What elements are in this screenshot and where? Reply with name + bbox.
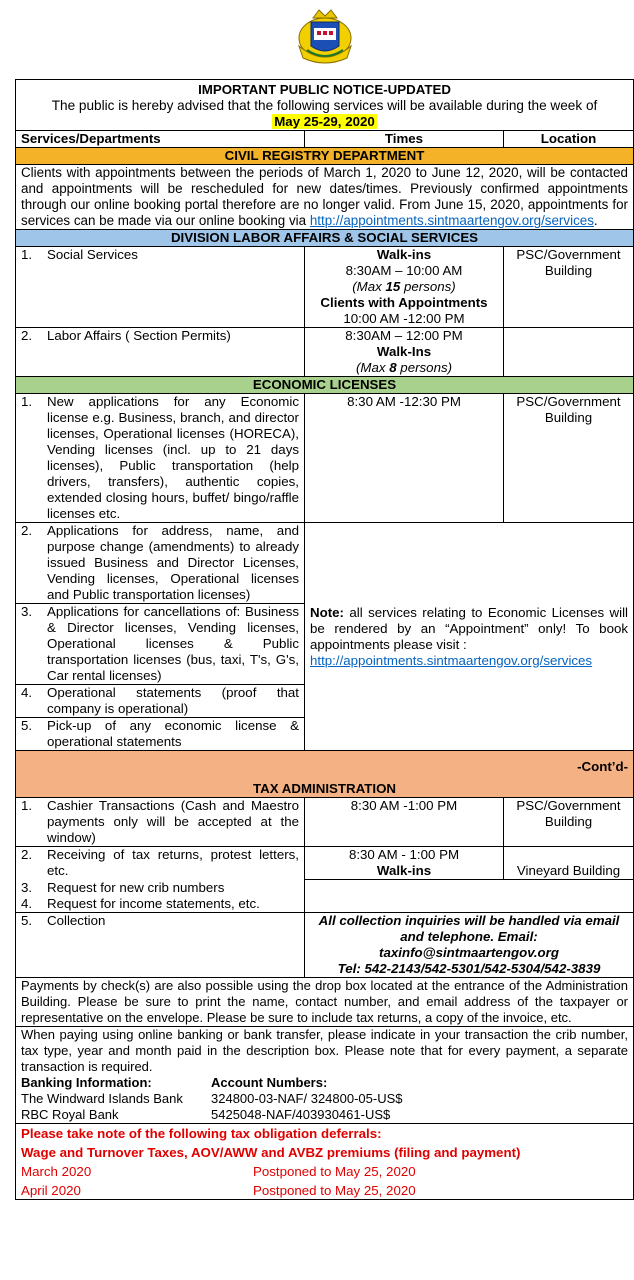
deferral-row [21,1183,628,1199]
max-count: 15 [385,279,401,294]
service-name: Labor Affairs ( Section Permits) [47,328,231,343]
civil-registry-text [16,165,634,230]
list-number: 4. [21,685,33,700]
online-banking-text: When paying using online banking or bank transfer, please indicate in your transaction the crib number, tax type, year and month paid in the description box. Please note that for every payment, a separate transaction is required. [21,1026,629,1074]
col-times: Times [305,131,504,148]
location: PSC/Government Building [504,394,634,523]
collection-text: All collection inquiries will be handled via email and telephone. Email: [318,912,620,944]
location: PSC/Government Building [504,798,634,847]
deferral-month: March 2020 [21,1163,92,1179]
list-number: 3. [21,604,33,619]
service-name: Request for income statements, etc. [47,895,260,911]
labor-row-2 [16,328,634,377]
service-name: Collection [47,912,106,928]
economic-row-2 [16,523,634,604]
civil-registry-heading: CIVIL REGISTRY DEPARTMENT [16,148,634,165]
list-number: 4. [21,895,33,911]
service-name: Cashier Transactions (Cash and Maestro payments only will be accepted at the window) [47,798,299,845]
deferral-status: Postponed to May 25, 2020 [253,1163,416,1179]
list-number: 1. [21,247,33,262]
column-header-row [16,131,634,148]
deferrals-block [16,1123,634,1199]
location: Vineyard Building [504,847,634,880]
economic-row-1 [16,394,634,523]
list-number: 1. [21,798,33,813]
deferrals-subheading: Wage and Turnover Taxes, AOV/AWW and AVBZ premiums (filing and payment) [21,1144,521,1160]
time-range: 8:30 AM -12:30 PM [305,394,504,523]
tax-row-5 [16,912,634,977]
civil-text: Clients with appointments between the periods of March 1, 2020 to June 12, 2020, will be contacted and appointments will be rescheduled for new dates/times. Previously confirmed appointments through our online booking portal therefore are no longer valid. From June 15, 2020, appointments for services can be made via our online booking via [21,165,629,228]
max-count: 8 [389,360,397,375]
tax-email: taxinfo@sintmaartengov.org [379,944,559,960]
deferral-row [21,1164,628,1180]
max-suffix: persons) [396,360,453,375]
civil-period: . [593,213,598,228]
time-range: 8:30 AM -1:00 PM [305,798,504,847]
economic-heading: ECONOMIC LICENSES [16,377,634,394]
list-number: 2. [21,847,33,862]
appointments-label: Clients with Appointments [320,295,488,310]
bank-row [21,1107,628,1123]
time-range: 8:30 AM - 1:00 PM [348,847,460,862]
time-range: 8:30AM – 12:00 PM [345,328,463,343]
banking-block [16,1026,634,1123]
list-number: 2. [21,328,33,343]
labor-heading: DIVISION LABOR AFFAIRS & SOCIAL SERVICES [16,230,634,247]
service-name: Applications for address, name, and purpose change (amendments) to already issued Business and Director Licenses, Vending licenses, Operational licenses and Public transportation licenses) [47,523,299,602]
notice-intro: The public is hereby advised that the following services will be available during the week of [51,98,598,113]
service-name: Request for new crib numbers [47,879,225,895]
max-prefix: (Max [352,279,386,294]
tax-row-2 [16,847,634,880]
service-name: Social Services [47,247,138,262]
tax-phone: Tel: 542-2143/542-5301/542-5304/542-3839 [337,960,601,976]
bank-label: Banking Information: [21,1074,152,1090]
deferrals-heading: Please take note of the following tax obligation deferrals: [21,1125,382,1141]
time-range: 8:30AM – 10:00 AM [345,263,463,278]
week-highlight: May 25-29, 2020 [274,114,375,129]
tax-row-3-4 [16,880,634,913]
service-name: Receiving of tax returns, protest letters, etc. [47,847,299,878]
continued-label: -Cont’d- [577,759,629,774]
service-name: New applications for any Economic license e.g. Business, branch, and director licenses, Operational licenses (HORECA), Vending licenses (incl. up to 21 days licenses), Public transportation (help drivers, transfers), authentic copies, extended closing hours, buffet/ bingo/raffle licenses etc. [47,394,299,521]
tax-heading: TAX ADMINISTRATION [252,781,397,796]
max-prefix: (Max [355,360,390,375]
collection-note [305,912,634,977]
col-location: Location [504,131,634,148]
payments-text: Payments by check(s) are also possible using the drop box located at the entrance of the Administration Building. Please be sure to print the name, contact number, and email address of the taxpayer or representative on the envelope. Please be sure to include tax returns, a copy of the invoice, etc. [16,977,634,1026]
tax-heading-block [16,751,634,798]
service-name: Operational statements (proof that company is operational) [47,685,299,716]
location: PSC/Government Building [504,247,634,328]
col-services: Services/Departments [16,131,305,148]
tax-row-1 [16,798,634,847]
deferral-status: Postponed to May 25, 2020 [253,1182,416,1198]
account-label: Account Numbers: [211,1074,328,1090]
notice-table [15,79,634,1200]
bank-name: RBC Royal Bank [21,1106,119,1122]
max-suffix: persons) [400,279,456,294]
bank-name: The Windward Islands Bank [21,1090,183,1106]
coat-of-arms-icon [293,6,357,68]
bank-row [21,1091,628,1107]
civil-booking-link[interactable]: http://appointments.sintmaartengov.org/services [309,213,594,228]
service-name: Pick-up of any economic license & operational statements [47,718,299,749]
list-number: 3. [21,879,33,895]
time-range: 10:00 AM -12:00 PM [343,311,465,326]
deferral-month: April 2020 [21,1182,81,1198]
bank-account: 5425048-NAF/403930461-US$ [211,1106,391,1122]
notice-header-row [16,80,634,131]
walkins-label: Walk-ins [376,247,432,262]
service-name: Applications for cancellations of: Business & Director licenses, Vending licenses, Operational licenses & Public transportation licenses (bus, taxi, T's, G's, Car rental licenses) [47,604,299,683]
notice-title: IMPORTANT PUBLIC NOTICE-UPDATED [198,82,451,97]
list-number: 2. [21,523,33,538]
list-number: 5. [21,912,33,928]
bank-account: 324800-03-NAF/ 324800-05-US$ [211,1090,403,1106]
note-label: Note: [310,604,344,620]
list-number: 5. [21,718,33,733]
note-text: all services relating to Economic Licenses will be rendered by an “Appointment” only! To book appointments please visit : [310,604,629,652]
list-number: 1. [21,394,33,409]
walkins-label: Walk-Ins [376,344,432,359]
economic-note [305,523,634,751]
labor-row-1 [16,247,634,328]
walkins-label: Walk-ins [376,863,432,878]
economic-booking-link[interactable]: http://appointments.sintmaartengov.org/services [310,652,593,668]
